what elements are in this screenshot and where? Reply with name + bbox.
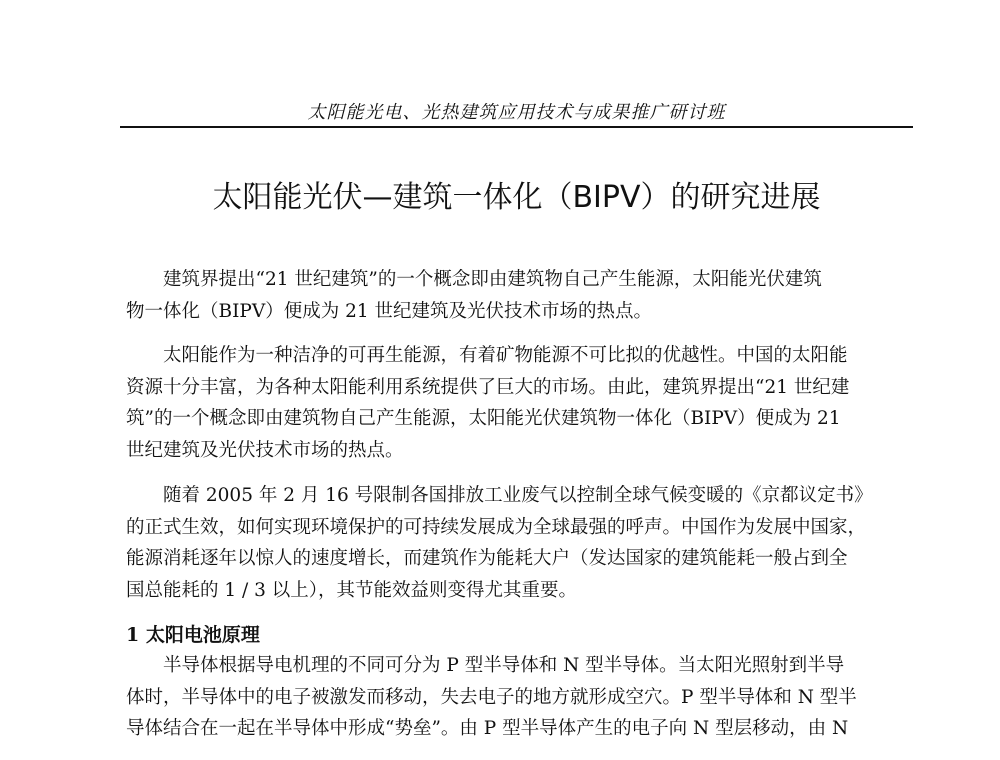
paragraph-line: 能源消耗逐年以惊人的速度增长，而建筑作为能耗大户（发达国家的建筑能耗一般占到全 [126,548,848,569]
paragraph-2 [126,340,916,466]
paper-title: 太阳能光伏—建筑一体化（BIPV）的研究进展 [212,180,821,215]
section-heading: 1 太阳电池原理 [126,624,260,646]
paragraph-4 [126,650,916,745]
paragraph-line: 资源十分丰富，为各种太阳能利用系统提供了巨大的市场。由此，建筑界提出“21 世纪建 [126,376,850,398]
paragraph-1 [126,264,916,327]
paragraph-line: 太阳能作为一种洁净的可再生能源，有着矿物能源不可比拟的优越性。中国的太阳能 [163,345,848,366]
paragraph-line: 世纪建筑及光伏技术市场的热点。 [126,439,404,461]
paragraph-3 [126,480,916,606]
paragraph-line: 导体结合在一起在半导体中形成“势垒”。由 P 型半导体产生的电子向 N 型层移动，由 N [126,718,849,739]
paragraph-line: 建筑界提出“21 世纪建筑”的一个概念即由建筑物自己产生能源，太阳能光伏建筑 [163,269,822,290]
paragraph-line: 体时，半导体中的电子被激发而移动，失去电子的地方就形成空穴。P 型半导体和 N 型半 [126,686,857,708]
paragraph-line: 半导体根据导电机理的不同可分为 P 型半导体和 N 型半导体。当太阳光照射到半导 [163,655,845,676]
header-rule [120,126,913,128]
paragraph-line: 筑”的一个概念即由建筑物自己产生能源，太阳能光伏建筑物一体化（BIPV）便成为 21 [126,408,841,429]
running-head: 太阳能光电、光热建筑应用技术与成果推广研讨班 [307,102,726,123]
paragraph-line: 国总能耗的 1 / 3 以上），其节能效益则变得尤其重要。 [126,579,578,601]
paragraph-line: 的正式生效，如何实现环境保护的可持续发展成为全球最强的呼声。中国作为发展中国家， [126,516,867,538]
paragraph-line: 物一体化（BIPV）便成为 21 世纪建筑及光伏技术市场的热点。 [126,300,653,322]
paragraph-line: 随着 2005 年 2 月 16 号限制各国排放工业废气以控制全球气候变暖的《京都议定书》 [163,485,873,506]
